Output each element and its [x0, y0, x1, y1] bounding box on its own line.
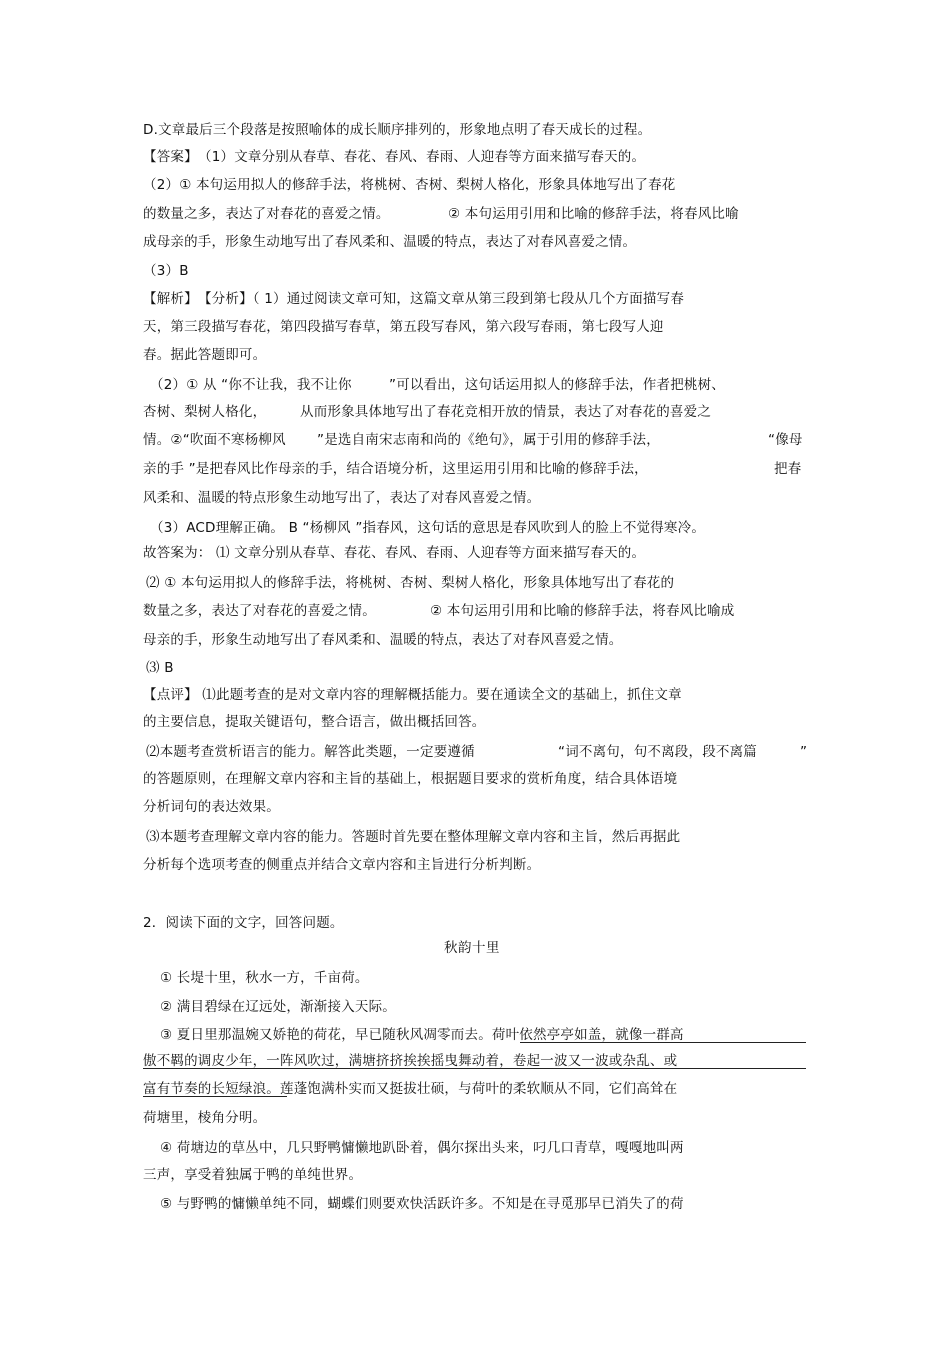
- passage-paragraph-3-line-3: 富有节奏的长短绿浪。莲蓬饱满朴实而又挺拔壮硕，与荷叶的柔软顺从不同，它们高耸在: [143, 1081, 678, 1097]
- analysis-line-1: 【解析】 【分析】（ 1）通过阅读文章可知，这篇文章从第三段到第七段从几个方面描写春: [143, 291, 685, 307]
- comment-line-7: 分析每个选项考查的侧重点并结合文章内容和主旨进行分析判断。: [143, 857, 541, 873]
- comment-line-1: 【点评】 ⑴此题考查的是对文章内容的理解概括能力。要在通读全文的基础上，抓住文章: [143, 687, 682, 703]
- answer-line-5: （3）B: [143, 263, 189, 279]
- passage-paragraph-4-line-1: ④ 荷塘边的草丛中，几只野鸭慵懒地趴卧着，偶尔探出头来，叼几口青草，嘎嘎地叫两: [160, 1140, 684, 1156]
- analysis-line-4b: ”可以看出，这句话运用拟人的修辞手法，作者把桃树、: [389, 377, 725, 393]
- passage-paragraph-3-line-2: 傲不羁的调皮少年，一阵风吹过，满塘挤挤挨挨摇曳舞动着，卷起一波又一波或杂乱、或: [143, 1053, 678, 1069]
- analysis-line-5b: 从而形象具体地写出了春花竞相开放的情景，表达了对春花的喜爱之: [300, 404, 711, 420]
- answer-line-3b: ② 本句运用引用和比喻的修辞手法，将春风比喻: [448, 206, 739, 222]
- analysis-line-7a: 亲的手 ”是把春风比作母亲的手，结合语境分析，这里运用引用和比喻的修辞手法，: [143, 461, 648, 477]
- final-answer-line-1: 故答案为： ⑴ 文章分别从春草、春花、春风、春雨、人迎春等方面来描写春天的。: [143, 545, 646, 561]
- passage-paragraph-1: ① 长堤十里，秋水一方，千亩荷。: [160, 970, 369, 986]
- answer-line-1: 【答案】 （1）文章分别从春草、春花、春风、春雨、人迎春等方面来描写春天的。: [143, 149, 646, 165]
- analysis-line-2: 天，第三段描写春花，第四段描写春草，第五段写春风，第六段写春雨，第七段写人迎: [143, 319, 664, 335]
- final-answer-line-3a: 数量之多，表达了对春花的喜爱之情。: [143, 603, 376, 619]
- underline-3: [143, 1096, 287, 1097]
- analysis-line-9: （3）ACD理解正确。 B “杨柳风 ”指春风，这句话的意思是春风吹到人的脸上不觉得寒冷。: [150, 520, 706, 536]
- comment-line-5: 分析词句的表达效果。: [143, 799, 280, 815]
- question-2-heading: 2．阅读下面的文字，回答问题。: [143, 915, 344, 931]
- analysis-line-6b: ”是选自南宋志南和尚的《绝句》，属于引用的修辞手法，: [317, 432, 660, 448]
- comment-line-4: 的答题原则，在理解文章内容和主旨的基础上，根据题目要求的赏析角度，结合具体语境: [143, 771, 678, 787]
- underline-1: [520, 1042, 806, 1043]
- answer-line-2: （2）① 本句运用拟人的修辞手法，将桃树、杏树、梨树人格化，形象具体地写出了春花: [143, 177, 676, 193]
- passage-paragraph-3-line-4: 荷塘里，棱角分明。: [143, 1110, 267, 1126]
- comment-line-3a: ⑵本题考查赏析语言的能力。解答此类题，一定要遵循: [146, 744, 475, 760]
- comment-line-3b: “词不离句，句不离段，段不离篇: [558, 744, 757, 760]
- comment-line-2: 的主要信息，提取关键语句，整合语言，做出概括回答。: [143, 714, 486, 730]
- comment-line-3c: ”: [800, 744, 808, 760]
- analysis-line-6c: “像母: [768, 432, 803, 448]
- final-answer-line-4: 母亲的手，形象生动地写出了春风柔和、温暖的特点，表达了对春风喜爱之情。: [143, 632, 623, 648]
- comment-line-6: ⑶本题考查理解文章内容的能力。答题时首先要在整体理解文章内容和主旨，然后再据此: [146, 829, 681, 845]
- final-answer-line-3b: ② 本句运用引用和比喻的修辞手法，将春风比喻成: [430, 603, 735, 619]
- analysis-line-7b: 把春: [774, 461, 802, 477]
- passage-paragraph-3-line-1: ③ 夏日里那温婉又娇艳的荷花，早已随秋风凋零而去。荷叶依然亭亭如盖，就像一群高: [160, 1027, 684, 1043]
- analysis-line-4a: （2）① 从 “你不让我，我不让你: [150, 377, 352, 393]
- analysis-line-8: 风柔和、温暖的特点形象生动地写出了，表达了对春风喜爱之情。: [143, 490, 541, 506]
- analysis-line-3: 春。据此答题即可。: [143, 347, 267, 363]
- passage-title: 秋韵十里: [444, 940, 500, 956]
- option-d-line: D.文章最后三个段落是按照喻体的成长顺序排列的，形象地点明了春天成长的过程。: [143, 122, 652, 138]
- underline-2: [143, 1068, 806, 1069]
- passage-paragraph-4-line-2: 三声，享受着独属于鸭的单纯世界。: [143, 1167, 363, 1183]
- passage-paragraph-2: ② 满目碧绿在辽远处，渐渐接入天际。: [160, 999, 396, 1015]
- passage-paragraph-5-line-1: ⑤ 与野鸭的慵懒单纯不同，蝴蝶们则要欢快活跃许多。不知是在寻觅那早已消失了的荷: [160, 1196, 684, 1212]
- analysis-line-6a: 情。②“吹面不寒杨柳风: [143, 432, 286, 448]
- analysis-line-5a: 杏树、梨树人格化，: [143, 404, 267, 420]
- answer-line-4: 成母亲的手，形象生动地写出了春风柔和、温暖的特点，表达了对春风喜爱之情。: [143, 234, 637, 250]
- answer-line-3a: 的数量之多，表达了对春花的喜爱之情。: [143, 206, 390, 222]
- final-answer-line-2: ⑵ ① 本句运用拟人的修辞手法，将桃树、杏树、梨树人格化，形象具体地写出了春花的: [146, 575, 675, 591]
- final-answer-line-5: ⑶ B: [146, 660, 174, 676]
